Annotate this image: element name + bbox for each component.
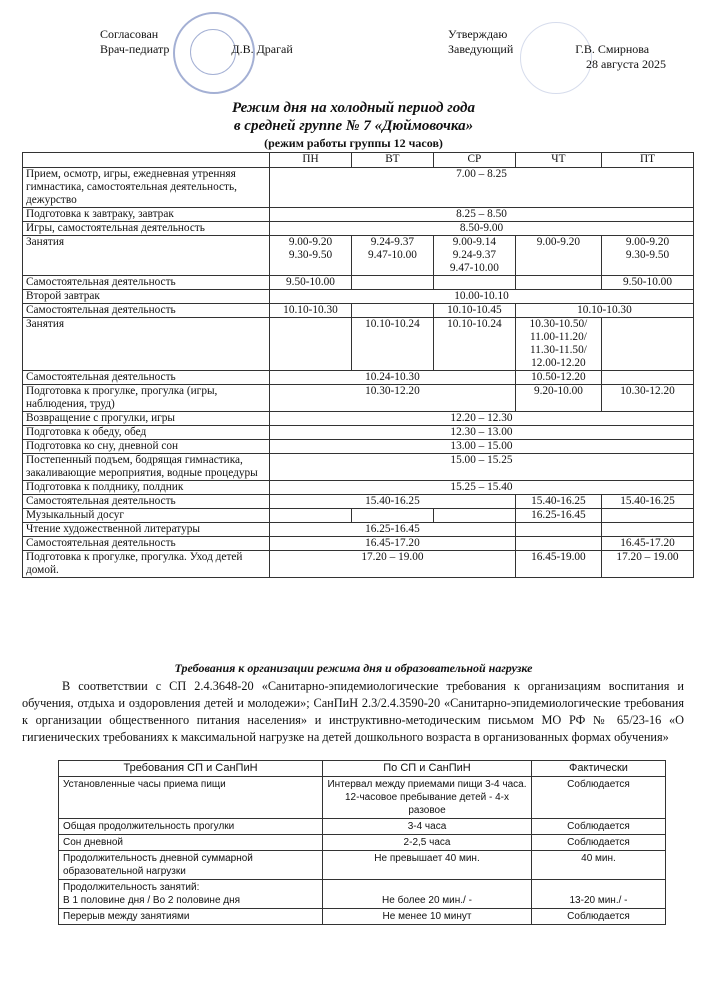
schedule-cell: 12.20 – 12.30 (270, 412, 694, 426)
schedule-cell: 16.45-17.20 (601, 537, 693, 551)
requirement-fact: Соблюдается (532, 835, 666, 851)
schedule-cell: 16.25-16.45 (515, 509, 601, 523)
requirement-fact: 13-20 мин./ - (532, 880, 666, 909)
activity-label: Подготовка ко сну, дневной сон (23, 440, 270, 454)
requirement-name: Сон дневной (59, 835, 323, 851)
day-header: ПТ (601, 153, 693, 168)
activity-label: Подготовка к завтраку, завтрак (23, 208, 270, 222)
schedule-row (23, 551, 694, 578)
approved-block (448, 27, 649, 57)
schedule-header-empty (23, 153, 270, 168)
req-header: Требования СП и СанПиН (59, 761, 323, 777)
requirements-title: Требования к организации режима дня и образовательной нагрузке (174, 661, 533, 675)
requirement-norm: Интервал между приемами пищи 3-4 часа. 12-часовое пребывание детей - 4-х разовое (323, 777, 532, 819)
schedule-cell: 10.00-10.10 (270, 290, 694, 304)
schedule-cell (601, 509, 693, 523)
activity-label: Прием, осмотр, игры, ежедневная утренняя гимнастика, самостоятельная деятельность, дежурство (23, 168, 270, 208)
day-header: ЧТ (515, 153, 601, 168)
requirement-row (59, 777, 666, 819)
day-header: ПН (270, 153, 352, 168)
requirement-fact: Соблюдается (532, 819, 666, 835)
schedule-cell: 9.50-10.00 (601, 276, 693, 290)
schedule-row (23, 537, 694, 551)
schedule-cell (515, 276, 601, 290)
schedule-cell: 10.24-10.30 (270, 371, 516, 385)
schedule-cell: 9.20-10.00 (515, 385, 601, 412)
doctor-signature-line (100, 42, 293, 57)
schedule-table (22, 152, 694, 578)
schedule-cell: 16.45-19.00 (515, 551, 601, 578)
day-header: ВТ (351, 153, 433, 168)
activity-label: Постепенный подъем, бодрящая гимнастика, закаливающие мероприятия, водные процедуры (23, 454, 270, 481)
schedule-row (23, 236, 694, 276)
requirements-body (59, 777, 666, 925)
schedule-cell: 17.20 – 19.00 (601, 551, 693, 578)
schedule-cell: 9.50-10.00 (270, 276, 352, 290)
schedule-cell (351, 276, 433, 290)
schedule-cell: 10.10-10.30 (515, 304, 693, 318)
schedule-cell (433, 276, 515, 290)
approved-label: Утверждаю (448, 27, 508, 41)
doctor-name: Д.В. Драгай (231, 42, 293, 56)
schedule-cell (515, 523, 601, 537)
day-header: СР (433, 153, 515, 168)
schedule-cell: 10.30-12.20 (270, 385, 516, 412)
schedule-cell: 15.40-16.25 (270, 495, 516, 509)
activity-label: Подготовка к полднику, полдник (23, 481, 270, 495)
schedule-cell (270, 509, 352, 523)
requirement-name: Продолжительность дневной суммарной образовательной нагрузки (59, 851, 323, 880)
schedule-header-row (23, 153, 694, 168)
activity-label: Самостоятельная деятельность (23, 537, 270, 551)
schedule-row (23, 454, 694, 481)
activity-label: Самостоятельная деятельность (23, 495, 270, 509)
schedule-cell (601, 318, 693, 371)
requirement-row (59, 835, 666, 851)
requirement-fact: 40 мин. (532, 851, 666, 880)
schedule-cell: 16.45-17.20 (270, 537, 516, 551)
schedule-cell: 8.25 – 8.50 (270, 208, 694, 222)
schedule-row (23, 168, 694, 208)
schedule-row (23, 385, 694, 412)
schedule-cell: 9.00-9.14 9.24-9.37 9.47-10.00 (433, 236, 515, 276)
requirement-norm: Не более 20 мин./ - (323, 880, 532, 909)
activity-label: Возвращение с прогулки, игры (23, 412, 270, 426)
activity-label: Игры, самостоятельная деятельность (23, 222, 270, 236)
requirement-name: Перерыв между занятиями (59, 909, 323, 925)
schedule-cell: 16.25-16.45 (270, 523, 516, 537)
activity-label: Музыкальный досуг (23, 509, 270, 523)
schedule-cell: 17.20 – 19.00 (270, 551, 516, 578)
doctor-role: Врач-педиатр (100, 42, 170, 56)
requirement-row (59, 819, 666, 835)
schedule-row (23, 509, 694, 523)
schedule-cell: 12.30 – 13.00 (270, 426, 694, 440)
schedule-row (23, 304, 694, 318)
schedule-row (23, 412, 694, 426)
schedule-cell (351, 304, 433, 318)
schedule-cell: 13.00 – 15.00 (270, 440, 694, 454)
approval-date: 28 августа 2025 (586, 57, 666, 71)
requirement-norm: 2-2,5 часа (323, 835, 532, 851)
requirement-row (59, 909, 666, 925)
schedule-row (23, 208, 694, 222)
schedule-cell: 10.30-10.50/ 11.00-11.20/ 11.30-11.50/ 12.00-12.20 (515, 318, 601, 371)
requirements-header-row (59, 761, 666, 777)
page-title (0, 99, 707, 135)
schedule-row (23, 426, 694, 440)
schedule-row (23, 481, 694, 495)
activity-label: Чтение художественной литературы (23, 523, 270, 537)
schedule-cell: 10.10-10.24 (351, 318, 433, 371)
schedule-cell: 9.24-9.37 9.47-10.00 (351, 236, 433, 276)
req-header: Фактически (532, 761, 666, 777)
schedule-cell (601, 371, 693, 385)
schedule-row (23, 440, 694, 454)
schedule-cell: 10.50-12.20 (515, 371, 601, 385)
activity-label: Подготовка к прогулке, прогулка (игры, наблюдения, труд) (23, 385, 270, 412)
head-role: Заведующий (448, 42, 514, 56)
schedule-cell: 15.00 – 15.25 (270, 454, 694, 481)
schedule-cell: 10.30-12.20 (601, 385, 693, 412)
requirement-name: Общая продолжительность прогулки (59, 819, 323, 835)
schedule-row (23, 371, 694, 385)
requirement-row (59, 880, 666, 909)
title-line-1: Режим дня на холодный период года (231, 100, 476, 116)
page-subtitle: (режим работы группы 12 часов) (264, 136, 443, 150)
req-header: По СП и СанПиН (323, 761, 532, 777)
schedule-cell: 7.00 – 8.25 (270, 168, 694, 208)
requirement-fact: Соблюдается (532, 777, 666, 819)
requirement-row (59, 851, 666, 880)
requirement-norm: Не менее 10 минут (323, 909, 532, 925)
schedule-row (23, 495, 694, 509)
schedule-cell (270, 318, 352, 371)
schedule-cell: 15.25 – 15.40 (270, 481, 694, 495)
requirements-paragraph: В соответствии с СП 2.4.3648-20 «Санитарно-эпидемиологические требования к организациям воспитания и обучения, отдыха и оздоровления детей и молодежи»; СанПиН 2.3/2.4.3590-20 «Санитарно-эпидемиологические требования к организации общественного питания населения» и инструктивно-методическим письмом МО РФ № 65/23-16 «О гигиенических требованиях к максимальной нагрузке на детей дошкольного возраста в организованных формах обучения» (22, 679, 684, 744)
activity-label: Подготовка к прогулке, прогулка. Уход детей домой. (23, 551, 270, 578)
schedule-cell (351, 509, 433, 523)
schedule-body (23, 168, 694, 578)
schedule-cell (433, 509, 515, 523)
requirement-fact: Соблюдается (532, 909, 666, 925)
schedule-row (23, 523, 694, 537)
schedule-row (23, 290, 694, 304)
activity-label: Самостоятельная деятельность (23, 304, 270, 318)
activity-label: Подготовка к обеду, обед (23, 426, 270, 440)
head-signature-line (448, 42, 649, 57)
activity-label: Занятия (23, 236, 270, 276)
agreed-label: Согласован (100, 27, 159, 41)
schedule-cell: 8.50-9.00 (270, 222, 694, 236)
schedule-cell: 10.10-10.24 (433, 318, 515, 371)
schedule-cell (515, 537, 601, 551)
schedule-row (23, 276, 694, 290)
schedule-cell: 15.40-16.25 (601, 495, 693, 509)
requirements-table (58, 760, 666, 925)
head-name: Г.В. Смирнова (575, 42, 650, 56)
schedule-cell (601, 523, 693, 537)
schedule-row (23, 222, 694, 236)
schedule-cell: 10.10-10.45 (433, 304, 515, 318)
title-line-2: в средней группе № 7 «Дюймовочка» (233, 118, 474, 134)
activity-label: Самостоятельная деятельность (23, 371, 270, 385)
requirement-norm: 3-4 часа (323, 819, 532, 835)
requirement-name: Продолжительность занятий: В 1 половине дня / Во 2 половине дня (59, 880, 323, 909)
schedule-cell: 9.00-9.20 (515, 236, 601, 276)
schedule-cell: 15.40-16.25 (515, 495, 601, 509)
schedule-cell: 10.10-10.30 (270, 304, 352, 318)
schedule-cell: 9.00-9.20 9.30-9.50 (270, 236, 352, 276)
requirement-norm: Не превышает 40 мин. (323, 851, 532, 880)
schedule-row (23, 318, 694, 371)
agreed-block (100, 27, 293, 57)
schedule-cell: 9.00-9.20 9.30-9.50 (601, 236, 693, 276)
activity-label: Самостоятельная деятельность (23, 276, 270, 290)
activity-label: Занятия (23, 318, 270, 371)
requirement-name: Установленные часы приема пищи (59, 777, 323, 819)
activity-label: Второй завтрак (23, 290, 270, 304)
